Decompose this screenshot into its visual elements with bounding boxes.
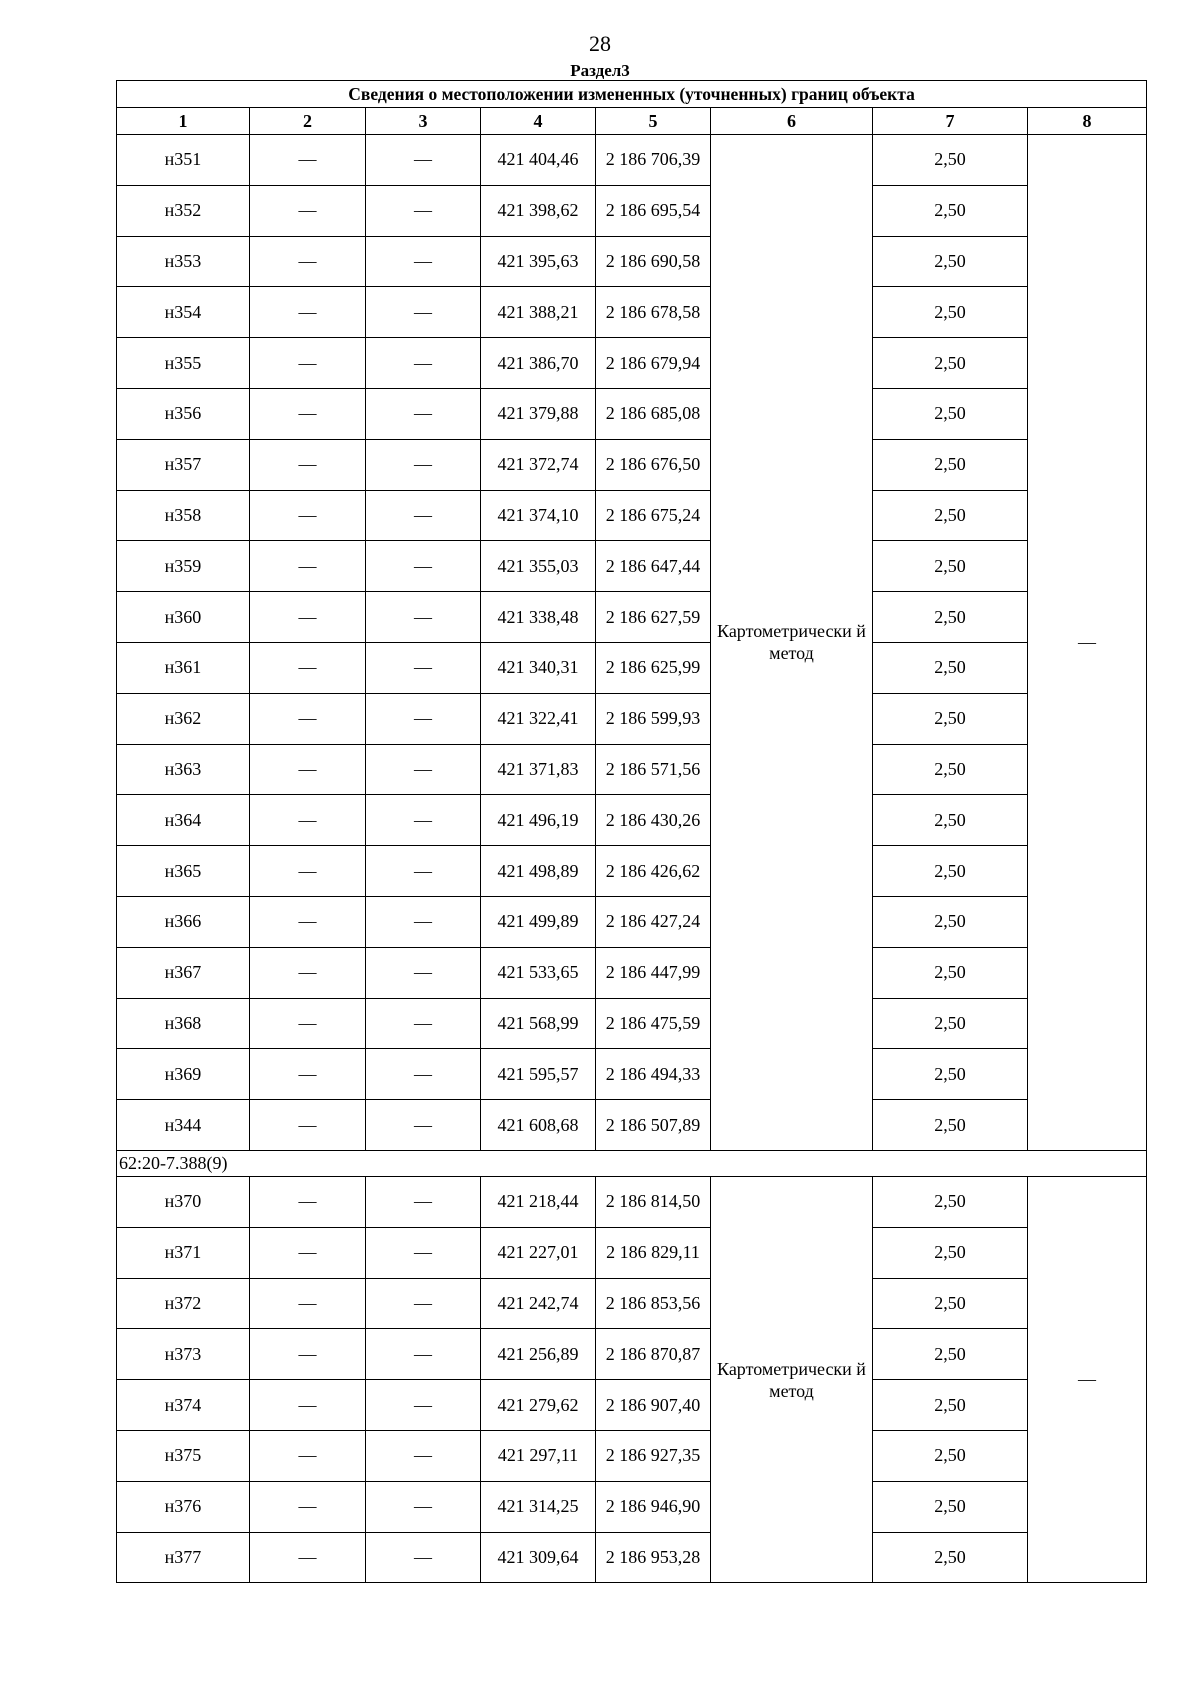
table-row	[117, 693, 1147, 744]
table-row	[117, 795, 1147, 846]
table-row	[117, 287, 1147, 338]
point-id: н375	[117, 1430, 250, 1481]
x-coordinate: 421 498,89	[481, 846, 596, 897]
precision-value: 2,50	[873, 185, 1028, 236]
col3-value: —	[366, 1278, 481, 1329]
col2-value: —	[250, 693, 366, 744]
col2-value: —	[250, 541, 366, 592]
precision-value: 2,50	[873, 541, 1028, 592]
point-id: н366	[117, 896, 250, 947]
col3-value: —	[366, 388, 481, 439]
precision-value: 2,50	[873, 693, 1028, 744]
col2-value: —	[250, 795, 366, 846]
table-row	[117, 1430, 1147, 1481]
point-id: н362	[117, 693, 250, 744]
precision-value: 2,50	[873, 1532, 1028, 1583]
y-coordinate: 2 186 507,89	[596, 1100, 711, 1151]
y-coordinate: 2 186 678,58	[596, 287, 711, 338]
point-id: н358	[117, 490, 250, 541]
table-row	[117, 1227, 1147, 1278]
method-cell: Картометрически й метод	[711, 135, 873, 1151]
precision-value: 2,50	[873, 642, 1028, 693]
point-id: н351	[117, 135, 250, 186]
precision-value: 2,50	[873, 338, 1028, 389]
table-row	[117, 592, 1147, 643]
col3-value: —	[366, 846, 481, 897]
y-coordinate: 2 186 679,94	[596, 338, 711, 389]
col3-value: —	[366, 896, 481, 947]
col3-value: —	[366, 1481, 481, 1532]
table-row	[117, 1100, 1147, 1151]
x-coordinate: 421 608,68	[481, 1100, 596, 1151]
col3-value: —	[366, 541, 481, 592]
x-coordinate: 421 279,62	[481, 1380, 596, 1431]
col3-value: —	[366, 338, 481, 389]
x-coordinate: 421 496,19	[481, 795, 596, 846]
precision-value: 2,50	[873, 287, 1028, 338]
column-header: 1	[117, 108, 250, 135]
precision-value: 2,50	[873, 1227, 1028, 1278]
col3-value: —	[366, 1176, 481, 1227]
y-coordinate: 2 186 599,93	[596, 693, 711, 744]
col2-value: —	[250, 1532, 366, 1583]
point-id: н359	[117, 541, 250, 592]
col2-value: —	[250, 642, 366, 693]
column-header: 8	[1028, 108, 1147, 135]
point-id: н368	[117, 998, 250, 1049]
table-row	[117, 490, 1147, 541]
x-coordinate: 421 256,89	[481, 1329, 596, 1380]
col2-value: —	[250, 1481, 366, 1532]
table-row	[117, 1380, 1147, 1431]
x-coordinate: 421 379,88	[481, 388, 596, 439]
col2-value: —	[250, 1100, 366, 1151]
page-number: 28	[589, 31, 611, 56]
method-cell: Картометрически й метод	[711, 1176, 873, 1582]
table-row	[117, 1278, 1147, 1329]
group-label-row	[117, 1150, 1147, 1176]
col3-value: —	[366, 1329, 481, 1380]
x-coordinate: 421 499,89	[481, 896, 596, 947]
x-coordinate: 421 388,21	[481, 287, 596, 338]
col2-value: —	[250, 1329, 366, 1380]
x-coordinate: 421 595,57	[481, 1049, 596, 1100]
y-coordinate: 2 186 475,59	[596, 998, 711, 1049]
col2-value: —	[250, 1049, 366, 1100]
col3-value: —	[366, 490, 481, 541]
table-row	[117, 998, 1147, 1049]
precision-value: 2,50	[873, 135, 1028, 186]
x-coordinate: 421 297,11	[481, 1430, 596, 1481]
precision-value: 2,50	[873, 896, 1028, 947]
point-id: н363	[117, 744, 250, 795]
y-coordinate: 2 186 625,99	[596, 642, 711, 693]
col3-value: —	[366, 1380, 481, 1431]
table-row	[117, 947, 1147, 998]
precision-value: 2,50	[873, 947, 1028, 998]
x-coordinate: 421 371,83	[481, 744, 596, 795]
y-coordinate: 2 186 927,35	[596, 1430, 711, 1481]
col2-value: —	[250, 490, 366, 541]
point-id: н371	[117, 1227, 250, 1278]
y-coordinate: 2 186 946,90	[596, 1481, 711, 1532]
col3-value: —	[366, 795, 481, 846]
col2-value: —	[250, 388, 366, 439]
table-row	[117, 896, 1147, 947]
table-row	[117, 185, 1147, 236]
column-header-row	[117, 108, 1147, 135]
x-coordinate: 421 568,99	[481, 998, 596, 1049]
x-coordinate: 421 322,41	[481, 693, 596, 744]
y-coordinate: 2 186 829,11	[596, 1227, 711, 1278]
col3-value: —	[366, 236, 481, 287]
col2-value: —	[250, 1430, 366, 1481]
precision-value: 2,50	[873, 1380, 1028, 1431]
precision-value: 2,50	[873, 1176, 1028, 1227]
y-coordinate: 2 186 907,40	[596, 1380, 711, 1431]
point-id: н374	[117, 1380, 250, 1431]
col3-value: —	[366, 185, 481, 236]
table-row	[117, 135, 1147, 186]
table-row	[117, 388, 1147, 439]
point-id: н370	[117, 1176, 250, 1227]
table-caption: Сведения о местоположении измененных (уточненных) границ объекта	[117, 81, 1147, 108]
precision-value: 2,50	[873, 1100, 1028, 1151]
col2-value: —	[250, 846, 366, 897]
col3-value: —	[366, 998, 481, 1049]
y-coordinate: 2 186 427,24	[596, 896, 711, 947]
y-coordinate: 2 186 706,39	[596, 135, 711, 186]
x-coordinate: 421 340,31	[481, 642, 596, 693]
col3-value: —	[366, 287, 481, 338]
col2-value: —	[250, 592, 366, 643]
x-coordinate: 421 218,44	[481, 1176, 596, 1227]
point-id: н376	[117, 1481, 250, 1532]
y-coordinate: 2 186 430,26	[596, 795, 711, 846]
col3-value: —	[366, 1227, 481, 1278]
point-id: н367	[117, 947, 250, 998]
col3-value: —	[366, 744, 481, 795]
x-coordinate: 421 338,48	[481, 592, 596, 643]
x-coordinate: 421 398,62	[481, 185, 596, 236]
precision-value: 2,50	[873, 388, 1028, 439]
col3-value: —	[366, 693, 481, 744]
y-coordinate: 2 186 426,62	[596, 846, 711, 897]
precision-value: 2,50	[873, 744, 1028, 795]
point-id: н364	[117, 795, 250, 846]
col3-value: —	[366, 1100, 481, 1151]
y-coordinate: 2 186 676,50	[596, 439, 711, 490]
col2-value: —	[250, 1227, 366, 1278]
col2-value: —	[250, 947, 366, 998]
x-coordinate: 421 386,70	[481, 338, 596, 389]
col2-value: —	[250, 998, 366, 1049]
y-coordinate: 2 186 494,33	[596, 1049, 711, 1100]
col2-value: —	[250, 1380, 366, 1431]
col8-cell: —	[1028, 135, 1147, 1151]
col8-cell: —	[1028, 1176, 1147, 1582]
precision-value: 2,50	[873, 490, 1028, 541]
precision-value: 2,50	[873, 1278, 1028, 1329]
column-header: 4	[481, 108, 596, 135]
table-row	[117, 1532, 1147, 1583]
precision-value: 2,50	[873, 795, 1028, 846]
table-row	[117, 642, 1147, 693]
col3-value: —	[366, 642, 481, 693]
col2-value: —	[250, 439, 366, 490]
point-id: н377	[117, 1532, 250, 1583]
point-id: н352	[117, 185, 250, 236]
table-row	[117, 846, 1147, 897]
y-coordinate: 2 186 647,44	[596, 541, 711, 592]
precision-value: 2,50	[873, 1329, 1028, 1380]
precision-value: 2,50	[873, 1049, 1028, 1100]
y-coordinate: 2 186 685,08	[596, 388, 711, 439]
table-row	[117, 1329, 1147, 1380]
col2-value: —	[250, 338, 366, 389]
y-coordinate: 2 186 870,87	[596, 1329, 711, 1380]
x-coordinate: 421 372,74	[481, 439, 596, 490]
col2-value: —	[250, 236, 366, 287]
x-coordinate: 421 533,65	[481, 947, 596, 998]
col3-value: —	[366, 135, 481, 186]
group-label: 62:20-7.388(9)	[117, 1150, 1147, 1176]
table-row	[117, 1176, 1147, 1227]
precision-value: 2,50	[873, 1481, 1028, 1532]
table-row	[117, 439, 1147, 490]
x-coordinate: 421 314,25	[481, 1481, 596, 1532]
column-header: 3	[366, 108, 481, 135]
boundary-table	[116, 80, 1147, 1583]
point-id: н355	[117, 338, 250, 389]
y-coordinate: 2 186 627,59	[596, 592, 711, 643]
x-coordinate: 421 374,10	[481, 490, 596, 541]
table-caption-row	[117, 81, 1147, 108]
x-coordinate: 421 227,01	[481, 1227, 596, 1278]
col3-value: —	[366, 1049, 481, 1100]
x-coordinate: 421 395,63	[481, 236, 596, 287]
col2-value: —	[250, 185, 366, 236]
col2-value: —	[250, 135, 366, 186]
y-coordinate: 2 186 447,99	[596, 947, 711, 998]
col3-value: —	[366, 439, 481, 490]
table-row	[117, 744, 1147, 795]
y-coordinate: 2 186 953,28	[596, 1532, 711, 1583]
col3-value: —	[366, 1430, 481, 1481]
y-coordinate: 2 186 853,56	[596, 1278, 711, 1329]
point-id: н365	[117, 846, 250, 897]
point-id: н369	[117, 1049, 250, 1100]
precision-value: 2,50	[873, 439, 1028, 490]
point-id: н354	[117, 287, 250, 338]
precision-value: 2,50	[873, 1430, 1028, 1481]
x-coordinate: 421 404,46	[481, 135, 596, 186]
y-coordinate: 2 186 675,24	[596, 490, 711, 541]
column-header: 6	[711, 108, 873, 135]
col3-value: —	[366, 947, 481, 998]
precision-value: 2,50	[873, 592, 1028, 643]
x-coordinate: 421 355,03	[481, 541, 596, 592]
table-row	[117, 236, 1147, 287]
table-row	[117, 1481, 1147, 1532]
point-id: н373	[117, 1329, 250, 1380]
point-id: н361	[117, 642, 250, 693]
section-title: Раздел3	[570, 61, 630, 80]
col2-value: —	[250, 1176, 366, 1227]
y-coordinate: 2 186 814,50	[596, 1176, 711, 1227]
col2-value: —	[250, 1278, 366, 1329]
table-row	[117, 1049, 1147, 1100]
point-id: н344	[117, 1100, 250, 1151]
point-id: н372	[117, 1278, 250, 1329]
col2-value: —	[250, 744, 366, 795]
col2-value: —	[250, 287, 366, 338]
y-coordinate: 2 186 571,56	[596, 744, 711, 795]
point-id: н353	[117, 236, 250, 287]
precision-value: 2,50	[873, 236, 1028, 287]
col2-value: —	[250, 896, 366, 947]
precision-value: 2,50	[873, 998, 1028, 1049]
column-header: 5	[596, 108, 711, 135]
column-header: 2	[250, 108, 366, 135]
table-row	[117, 338, 1147, 389]
table-row	[117, 541, 1147, 592]
y-coordinate: 2 186 690,58	[596, 236, 711, 287]
col3-value: —	[366, 1532, 481, 1583]
point-id: н357	[117, 439, 250, 490]
x-coordinate: 421 309,64	[481, 1532, 596, 1583]
precision-value: 2,50	[873, 846, 1028, 897]
x-coordinate: 421 242,74	[481, 1278, 596, 1329]
column-header: 7	[873, 108, 1028, 135]
y-coordinate: 2 186 695,54	[596, 185, 711, 236]
point-id: н360	[117, 592, 250, 643]
point-id: н356	[117, 388, 250, 439]
col3-value: —	[366, 592, 481, 643]
